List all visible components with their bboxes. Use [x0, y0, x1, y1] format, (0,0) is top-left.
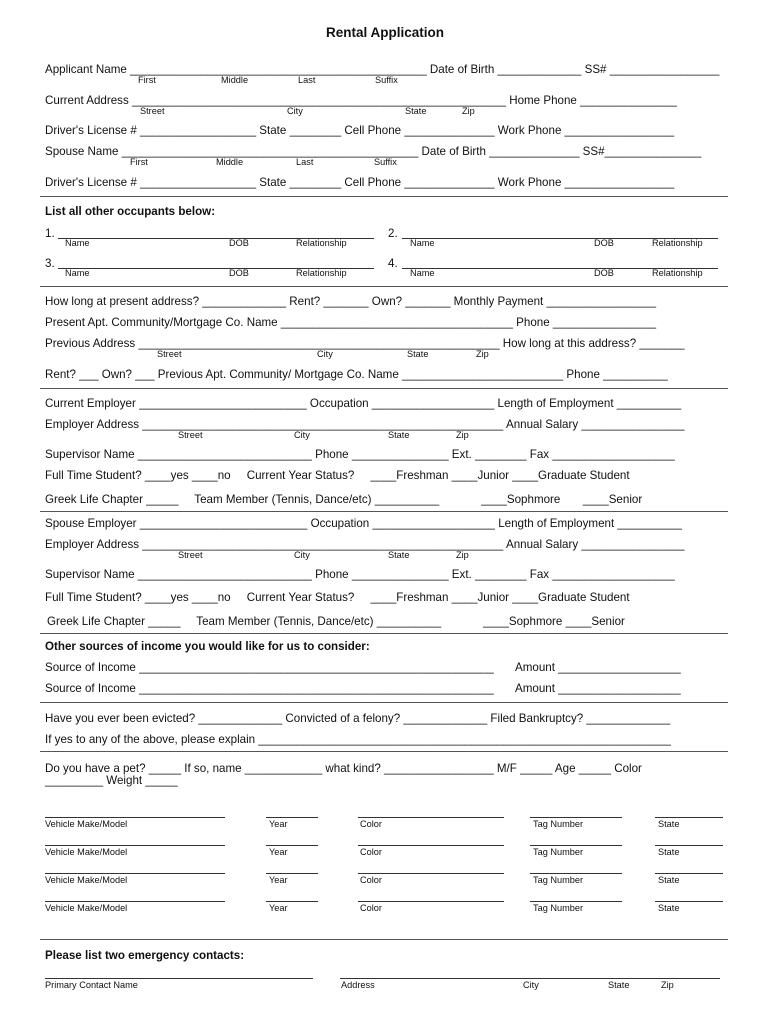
- vehicle-make-field[interactable]: [45, 901, 225, 902]
- applicant-name-line[interactable]: Applicant Name ______________________________________________ Date of Birth _____________ SS# _________________: [45, 63, 720, 76]
- income-heading: Other sources of income you would like for us to consider:: [45, 640, 370, 653]
- current-employer-line[interactable]: Current Employer __________________________ Occupation ___________________ Length of Employment __________: [45, 397, 682, 410]
- spouse-student-status-line[interactable]: Full Time Student? ____yes ____no Current Year Status? ____Freshman ____Junior ____Graduate Student: [45, 591, 630, 604]
- present-community-line[interactable]: Present Apt. Community/Mortgage Co. Name ____________________________________ Phone ________________: [45, 316, 657, 329]
- sub-street: Street: [157, 349, 182, 359]
- vehicle-year-field[interactable]: [266, 817, 318, 818]
- occupant-1-number: 1.: [45, 227, 55, 240]
- vehicle-color-field[interactable]: [358, 873, 504, 874]
- vehicle-year-field[interactable]: [266, 873, 318, 874]
- current-address-line[interactable]: Current Address __________________________________________________________ Home Phone _______________: [45, 94, 677, 107]
- section-divider: [40, 939, 728, 940]
- vehicle-color-label: Color: [360, 819, 382, 829]
- vehicle-color-label: Color: [360, 903, 382, 913]
- sub-name: Name: [410, 238, 435, 248]
- sub-dob: DOB: [229, 268, 249, 278]
- sub-relationship: Relationship: [296, 238, 347, 248]
- state-label: State: [608, 980, 630, 990]
- sub-state: State: [388, 430, 410, 440]
- vehicle-tag-field[interactable]: [530, 817, 622, 818]
- zip-label: Zip: [661, 980, 674, 990]
- spouse-supervisor-line[interactable]: Supervisor Name ___________________________ Phone _______________ Ext. ________ Fax ___________________: [45, 568, 675, 581]
- section-divider: [40, 196, 728, 197]
- vehicle-make-field[interactable]: [45, 817, 225, 818]
- sub-name: Name: [410, 268, 435, 278]
- sub-city: City: [294, 430, 310, 440]
- sub-dob: DOB: [594, 268, 614, 278]
- sub-zip: Zip: [462, 106, 475, 116]
- sub-zip: Zip: [476, 349, 489, 359]
- vehicle-color-field[interactable]: [358, 845, 504, 846]
- vehicle-color-field[interactable]: [358, 901, 504, 902]
- vehicle-tag-label: Tag Number: [533, 875, 584, 885]
- student-status-line[interactable]: Full Time Student? ____yes ____no Current Year Status? ____Freshman ____Junior ____Graduate Student: [45, 469, 630, 482]
- pet-line[interactable]: Do you have a pet? _____ If so, name ____________ what kind? _________________ M/F _____ Age _____ Color: [45, 762, 642, 775]
- income-amount-2[interactable]: Amount ___________________: [515, 682, 681, 695]
- vehicle-state-field[interactable]: [655, 873, 723, 874]
- primary-contact-name-field[interactable]: [45, 978, 313, 979]
- sub-suffix: Suffix: [374, 157, 397, 167]
- vehicle-year-label: Year: [269, 847, 288, 857]
- spouse-name-line[interactable]: Spouse Name ______________________________________________ Date of Birth ______________ SS#_______________: [45, 145, 702, 158]
- spouse-greek-life-line[interactable]: Greek Life Chapter _____ Team Member (Tennis, Dance/etc) __________ ____Sophmore ____Senior: [47, 615, 625, 628]
- vehicle-make-label: Vehicle Make/Model: [45, 847, 128, 857]
- primary-contact-address-field[interactable]: [340, 978, 720, 979]
- vehicle-year-label: Year: [269, 819, 288, 829]
- vehicle-year-field[interactable]: [266, 845, 318, 846]
- sub-last: Last: [298, 75, 316, 85]
- sub-first: First: [138, 75, 156, 85]
- section-divider: [40, 702, 728, 703]
- occupant-3-number: 3.: [45, 257, 55, 270]
- vehicle-make-field[interactable]: [45, 845, 225, 846]
- vehicle-color-label: Color: [360, 847, 382, 857]
- explanation-line[interactable]: If yes to any of the above, please explain ________________________________________________________________: [45, 733, 672, 746]
- vehicle-make-label: Vehicle Make/Model: [45, 875, 128, 885]
- occupant-4-number: 4.: [388, 257, 398, 270]
- sub-relationship: Relationship: [652, 268, 703, 278]
- income-amount-1[interactable]: Amount ___________________: [515, 661, 681, 674]
- vehicle-tag-field[interactable]: [530, 901, 622, 902]
- emergency-heading: Please list two emergency contacts:: [45, 949, 245, 962]
- sub-zip: Zip: [456, 550, 469, 560]
- section-divider: [40, 511, 728, 512]
- sub-middle: Middle: [216, 157, 244, 167]
- sub-dob: DOB: [229, 238, 249, 248]
- vehicle-make-field[interactable]: [45, 873, 225, 874]
- vehicle-state-field[interactable]: [655, 901, 723, 902]
- section-divider: [40, 751, 728, 752]
- sub-name: Name: [65, 268, 90, 278]
- sub-name: Name: [65, 238, 90, 248]
- spouse-drivers-license-line[interactable]: Driver's License # __________________ State ________ Cell Phone ______________ Work Phone _________________: [45, 176, 675, 189]
- sub-city: City: [287, 106, 303, 116]
- vehicle-tag-field[interactable]: [530, 845, 622, 846]
- sub-zip: Zip: [456, 430, 469, 440]
- page-title: Rental Application: [325, 25, 444, 40]
- income-source-1[interactable]: Source of Income _______________________________________________________: [45, 661, 494, 674]
- eviction-felony-bankruptcy-line[interactable]: Have you ever been evicted? _____________ Convicted of a felony? _____________ Filed Bankruptcy? _____________: [45, 712, 671, 725]
- section-divider: [40, 388, 728, 389]
- drivers-license-line[interactable]: Driver's License # __________________ State ________ Cell Phone ______________ Work Phone _________________: [45, 124, 675, 137]
- sub-city: City: [294, 550, 310, 560]
- supervisor-line[interactable]: Supervisor Name ___________________________ Phone _______________ Ext. ________ Fax ___________________: [45, 448, 675, 461]
- vehicle-state-field[interactable]: [655, 817, 723, 818]
- vehicle-year-label: Year: [269, 903, 288, 913]
- vehicle-tag-label: Tag Number: [533, 847, 584, 857]
- sub-state: State: [388, 550, 410, 560]
- sub-street: Street: [178, 550, 203, 560]
- spouse-employer-address-line[interactable]: Employer Address ________________________________________________________ Annual Salary ________________: [45, 538, 685, 551]
- vehicle-color-field[interactable]: [358, 817, 504, 818]
- vehicle-state-label: State: [658, 847, 680, 857]
- sub-suffix: Suffix: [375, 75, 398, 85]
- address-label: Address: [341, 980, 375, 990]
- employer-address-line[interactable]: Employer Address ________________________________________________________ Annual Salary ________________: [45, 418, 685, 431]
- spouse-employer-line[interactable]: Spouse Employer __________________________ Occupation ___________________ Length of Employment __________: [45, 517, 682, 530]
- vehicle-make-label: Vehicle Make/Model: [45, 903, 128, 913]
- occupants-heading: List all other occupants below:: [45, 205, 216, 218]
- sub-middle: Middle: [221, 75, 249, 85]
- sub-relationship: Relationship: [652, 238, 703, 248]
- section-divider: [40, 633, 728, 634]
- sub-state: State: [405, 106, 427, 116]
- sub-state: State: [407, 349, 429, 359]
- sub-street: Street: [178, 430, 203, 440]
- occupant-2-number: 2.: [388, 227, 398, 240]
- vehicle-year-field[interactable]: [266, 901, 318, 902]
- section-divider: [40, 286, 728, 287]
- greek-life-line[interactable]: Greek Life Chapter _____ Team Member (Tennis, Dance/etc) __________ ____Sophmore ____Senior: [45, 493, 643, 506]
- vehicle-tag-label: Tag Number: [533, 819, 584, 829]
- sub-street: Street: [140, 106, 165, 116]
- vehicle-make-label: Vehicle Make/Model: [45, 819, 128, 829]
- vehicle-color-label: Color: [360, 875, 382, 885]
- vehicle-state-label: State: [658, 875, 680, 885]
- present-address-duration-line[interactable]: How long at present address? _____________ Rent? _______ Own? _______ Monthly Payment _________________: [45, 295, 657, 308]
- vehicle-tag-field[interactable]: [530, 873, 622, 874]
- vehicle-state-label: State: [658, 819, 680, 829]
- sub-city: City: [317, 349, 333, 359]
- previous-community-line[interactable]: Rent? ___ Own? ___ Previous Apt. Community/ Mortgage Co. Name _________________________ Phone __________: [45, 368, 668, 381]
- primary-contact-name-label: Primary Contact Name: [45, 980, 138, 990]
- pet-weight-line[interactable]: _________ Weight _____: [45, 774, 178, 787]
- vehicle-state-field[interactable]: [655, 845, 723, 846]
- sub-last: Last: [296, 157, 314, 167]
- city-label: City: [523, 980, 539, 990]
- vehicle-tag-label: Tag Number: [533, 903, 584, 913]
- sub-first: First: [130, 157, 148, 167]
- sub-relationship: Relationship: [296, 268, 347, 278]
- vehicle-year-label: Year: [269, 875, 288, 885]
- previous-address-line[interactable]: Previous Address ________________________________________________________ How long at this address? _______: [45, 337, 685, 350]
- sub-dob: DOB: [594, 238, 614, 248]
- income-source-2[interactable]: Source of Income _______________________________________________________: [45, 682, 494, 695]
- vehicle-state-label: State: [658, 903, 680, 913]
